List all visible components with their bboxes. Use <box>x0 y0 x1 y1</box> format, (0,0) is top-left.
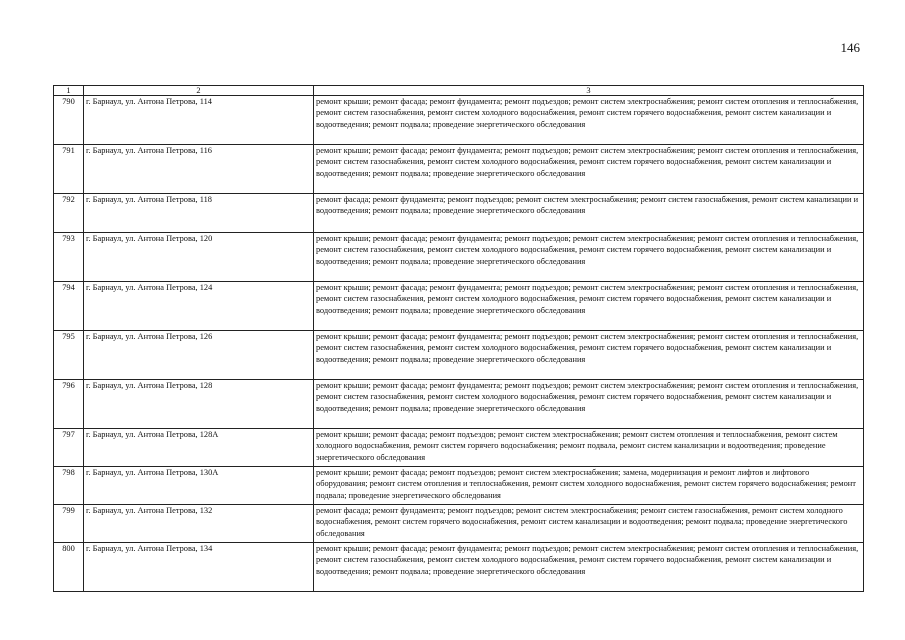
row-works: ремонт крыши; ремонт фасада; ремонт фундамента; ремонт подъездов; ремонт систем электроснабжения; ремонт систем отопления и теплоснабжения, ремонт систем газоснабжения, ремонт систем холодного водоснабжения, ремонт систем горячего водоснабжения, ремонт систем канализации и водоотведения; ремонт подвала; проведение энергетического обследования <box>314 96 864 145</box>
row-number: 791 <box>54 145 84 194</box>
row-number: 797 <box>54 429 84 467</box>
row-works: ремонт крыши; ремонт фасада; ремонт фундамента; ремонт подъездов; ремонт систем электроснабжения; ремонт систем отопления и теплоснабжения, ремонт систем газоснабжения, ремонт систем холодного водоснабжения, ремонт систем горячего водоснабжения, ремонт систем канализации и водоотведения; ремонт подвала; проведение энергетического обследования <box>314 145 864 194</box>
row-works: ремонт крыши; ремонт фасада; ремонт фундамента; ремонт подъездов; ремонт систем электроснабжения; ремонт систем отопления и теплоснабжения, ремонт систем газоснабжения, ремонт систем холодного водоснабжения, ремонт систем горячего водоснабжения, ремонт систем канализации и водоотведения; ремонт подвала; проведение энергетического обследования <box>314 543 864 592</box>
row-number: 800 <box>54 543 84 592</box>
row-address: г. Барнаул, ул. Антона Петрова, 134 <box>84 543 314 592</box>
header-col-address: 2 <box>84 86 314 96</box>
row-address: г. Барнаул, ул. Антона Петрова, 126 <box>84 331 314 380</box>
row-works: ремонт крыши; ремонт фасада; ремонт подъездов; ремонт систем электроснабжения; замена, модернизация и ремонт лифтов и лифтового оборудования; ремонт систем отопления и теплоснабжения, ремонт систем холодного водоснабжения, ремонт систем горячего водоснабжения; ремонт подвала; проведение энергетического обследования <box>314 467 864 505</box>
table-row <box>54 331 864 380</box>
row-works: ремонт крыши; ремонт фасада; ремонт подъездов; ремонт систем электроснабжения; ремонт систем отопления и теплоснабжения, ремонт систем холодного водоснабжения, ремонт систем горячего водоснабжения; ремонт подвала, ремонт систем канализации и водоотведения; проведение энергетического обследования <box>314 429 864 467</box>
row-works: ремонт крыши; ремонт фасада; ремонт фундамента; ремонт подъездов; ремонт систем электроснабжения; ремонт систем отопления и теплоснабжения, ремонт систем газоснабжения, ремонт систем холодного водоснабжения, ремонт систем горячего водоснабжения, ремонт систем канализации и водоотведения; ремонт подвала; проведение энергетического обследования <box>314 282 864 331</box>
table-row <box>54 429 864 467</box>
row-address: г. Барнаул, ул. Антона Петрова, 124 <box>84 282 314 331</box>
row-works: ремонт крыши; ремонт фасада; ремонт фундамента; ремонт подъездов; ремонт систем электроснабжения; ремонт систем отопления и теплоснабжения, ремонт систем газоснабжения, ремонт систем холодного водоснабжения, ремонт систем горячего водоснабжения, ремонт систем канализации и водоотведения; ремонт подвала; проведение энергетического обследования <box>314 233 864 282</box>
table-row <box>54 96 864 145</box>
row-address: г. Барнаул, ул. Антона Петрова, 114 <box>84 96 314 145</box>
row-address: г. Барнаул, ул. Антона Петрова, 116 <box>84 145 314 194</box>
table-row <box>54 282 864 331</box>
row-works: ремонт фасада; ремонт фундамента; ремонт подъездов; ремонт систем электроснабжения; ремонт систем газоснабжения, ремонт систем холодного водоснабжения, ремонт систем горячего водоснабжения, ремонт систем канализации и водоотведения; ремонт подвала; проведение энергетического обследования <box>314 505 864 543</box>
table-body <box>54 96 864 592</box>
row-number: 792 <box>54 194 84 233</box>
header-col-works: 3 <box>314 86 864 96</box>
table-row <box>54 467 864 505</box>
page-number: 146 <box>840 40 860 55</box>
row-number: 796 <box>54 380 84 429</box>
table-row <box>54 194 864 233</box>
table-row <box>54 233 864 282</box>
header-col-number: 1 <box>54 86 84 96</box>
table-row <box>54 543 864 592</box>
header-row <box>54 86 864 96</box>
works-table <box>53 85 864 592</box>
row-number: 799 <box>54 505 84 543</box>
row-works: ремонт фасада; ремонт фундамента; ремонт подъездов; ремонт систем электроснабжения; ремонт систем газоснабжения, ремонт систем канализации и водоотведения; ремонт подвала; проведение энергетического обследования <box>314 194 864 233</box>
row-address: г. Барнаул, ул. Антона Петрова, 128 <box>84 380 314 429</box>
row-address: г. Барнаул, ул. Антона Петрова, 118 <box>84 194 314 233</box>
row-address: г. Барнаул, ул. Антона Петрова, 132 <box>84 505 314 543</box>
row-number: 790 <box>54 96 84 145</box>
row-works: ремонт крыши; ремонт фасада; ремонт фундамента; ремонт подъездов; ремонт систем электроснабжения; ремонт систем отопления и теплоснабжения, ремонт систем газоснабжения, ремонт систем холодного водоснабжения, ремонт систем горячего водоснабжения, ремонт систем канализации и водоотведения; ремонт подвала; проведение энергетического обследования <box>314 331 864 380</box>
row-number: 795 <box>54 331 84 380</box>
row-number: 793 <box>54 233 84 282</box>
row-number: 794 <box>54 282 84 331</box>
table-header <box>54 86 864 96</box>
table-row <box>54 505 864 543</box>
row-number: 798 <box>54 467 84 505</box>
table-row <box>54 145 864 194</box>
row-address: г. Барнаул, ул. Антона Петрова, 130А <box>84 467 314 505</box>
table-row <box>54 380 864 429</box>
row-address: г. Барнаул, ул. Антона Петрова, 128А <box>84 429 314 467</box>
row-address: г. Барнаул, ул. Антона Петрова, 120 <box>84 233 314 282</box>
row-works: ремонт крыши; ремонт фасада; ремонт фундамента; ремонт подъездов; ремонт систем электроснабжения; ремонт систем отопления и теплоснабжения, ремонт систем газоснабжения, ремонт систем холодного водоснабжения, ремонт систем горячего водоснабжения, ремонт систем канализации и водоотведения; ремонт подвала; проведение энергетического обследования <box>314 380 864 429</box>
